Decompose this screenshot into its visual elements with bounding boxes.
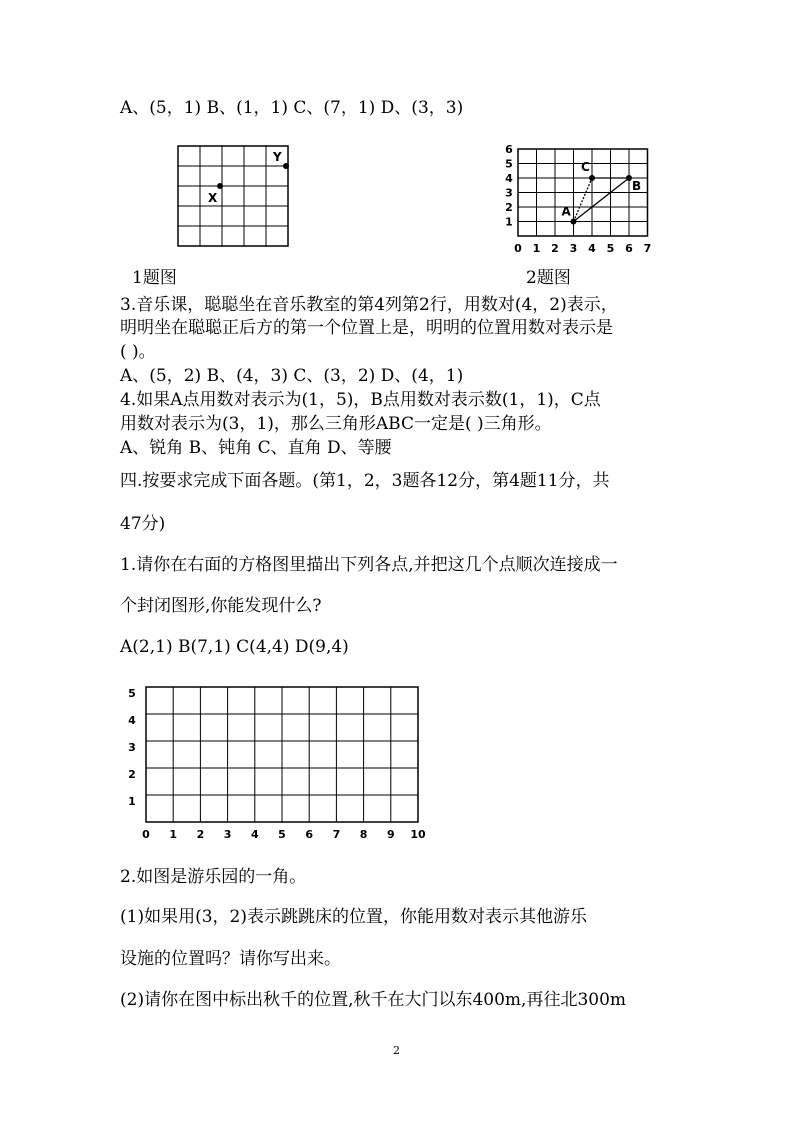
grid3-x-tick: 6 (305, 828, 314, 841)
q4-line2: 用数对表示为(3，1)，那么三角形ABC一定是( )三角形。 (120, 414, 552, 434)
fig2-x-tick: 3 (569, 242, 578, 255)
fig2-point (571, 219, 577, 225)
grid3-x-tick: 4 (250, 828, 259, 841)
p2-title: 2.如图是游乐园的一角。 (120, 867, 307, 887)
fig1-grid-figure (170, 138, 300, 256)
grid3-x-tick: 2 (196, 828, 205, 841)
grid3-x-tick: 10 (410, 828, 426, 841)
q3-line3: ( )。 (120, 342, 156, 362)
fig2-y-tick: 6 (505, 143, 513, 156)
q4-options: A、锐角 B、钝角 C、直角 D、等腰 (120, 438, 392, 458)
fig2-x-tick: 7 (643, 242, 652, 255)
fig2-point-label: B (632, 179, 642, 193)
p1-line1: 1.请你在右面的方格图里描出下列各点,并把这几个点顺次连接成一 (120, 555, 618, 575)
q3-options: A、(5，2) B、(4，3) C、(3，2) D、(4，1) (120, 366, 464, 386)
fig1-grid (178, 146, 288, 246)
fig2-x-tick: 1 (532, 242, 541, 255)
fig2-coordinate-figure (498, 128, 663, 258)
fig1-caption: 1题图 (132, 268, 177, 288)
q3-line2: 明明坐在聪聪正后方的第一个位置上是，明明的位置用数对表示是 (120, 318, 613, 338)
p2-sub2-line1: (2)请你在图中标出秋千的位置,秋千在大门以东400m,再往北300m (120, 990, 627, 1010)
fig2-point (589, 175, 595, 181)
p1-coordinate-grid (118, 680, 438, 848)
fig1-label-x: X (208, 191, 218, 205)
fig2-y-tick: 4 (505, 172, 513, 185)
fig2-y-tick: 5 (505, 157, 513, 171)
fig2-point-label: C (581, 160, 590, 174)
grid3-y-tick: 5 (128, 687, 136, 700)
fig2-y-tick: 1 (505, 215, 513, 229)
q4-line1: 4.如果A点用数对表示为(1，5)，B点用数对表示数(1，1)，C点 (120, 390, 601, 410)
fig2-x-tick: 0 (514, 242, 522, 255)
fig2-caption: 2题图 (526, 268, 571, 288)
fig1-label-y: Y (273, 150, 282, 164)
p2-sub1-line1: (1)如果用(3，2)表示跳跳床的位置，你能用数对表示其他游乐 (120, 907, 587, 927)
grid3-y-tick: 2 (128, 768, 136, 781)
grid3-x-tick: 9 (386, 828, 395, 841)
fig1-point-x (217, 183, 223, 189)
fig2-point-label: A (561, 204, 571, 219)
section4-line2: 47分) (120, 514, 166, 534)
grid3-y-tick: 1 (128, 795, 136, 808)
fig1-point-y (283, 163, 289, 169)
grid3-x-tick: 0 (142, 828, 150, 841)
q2-options: A、(5，1) B、(1，1) C、(7，1) D、(3，3) (120, 98, 464, 118)
fig2-x-tick: 5 (606, 242, 615, 255)
grid3-lines (146, 687, 418, 822)
fig2-x-tick: 2 (551, 242, 559, 255)
fig1-border (178, 146, 288, 246)
p1-line2: 个封闭图形,你能发现什么? (120, 596, 322, 616)
grid3-x-tick: 7 (332, 828, 341, 841)
grid3-y-tick: 3 (128, 741, 136, 754)
fig2-x-tick: 6 (625, 242, 633, 255)
grid3-x-tick: 3 (223, 828, 232, 841)
q3-line1: 3.音乐课，聪聪坐在音乐教室的第4列第2行，用数对(4，2)表示， (120, 295, 618, 315)
p1-points: A(2,1) B(7,1) C(4,4) D(9,4) (120, 637, 349, 657)
grid3-y-tick: 4 (128, 714, 136, 727)
section4-line1: 四.按要求完成下面各题。(第1，2，3题各12分，第4题11分，共 (120, 471, 610, 491)
grid3-x-tick: 5 (278, 828, 286, 841)
fig2-y-tick: 2 (505, 201, 513, 214)
p2-sub1-line2: 设施的位置吗？请你写出来。 (120, 949, 341, 969)
grid3-x-tick: 1 (169, 828, 178, 841)
fig2-edge-ab (574, 178, 630, 222)
grid3-x-tick: 8 (359, 828, 368, 841)
fig2-x-tick: 4 (588, 242, 596, 255)
page-number: 2 (393, 1044, 400, 1057)
fig2-y-tick: 3 (505, 186, 513, 200)
